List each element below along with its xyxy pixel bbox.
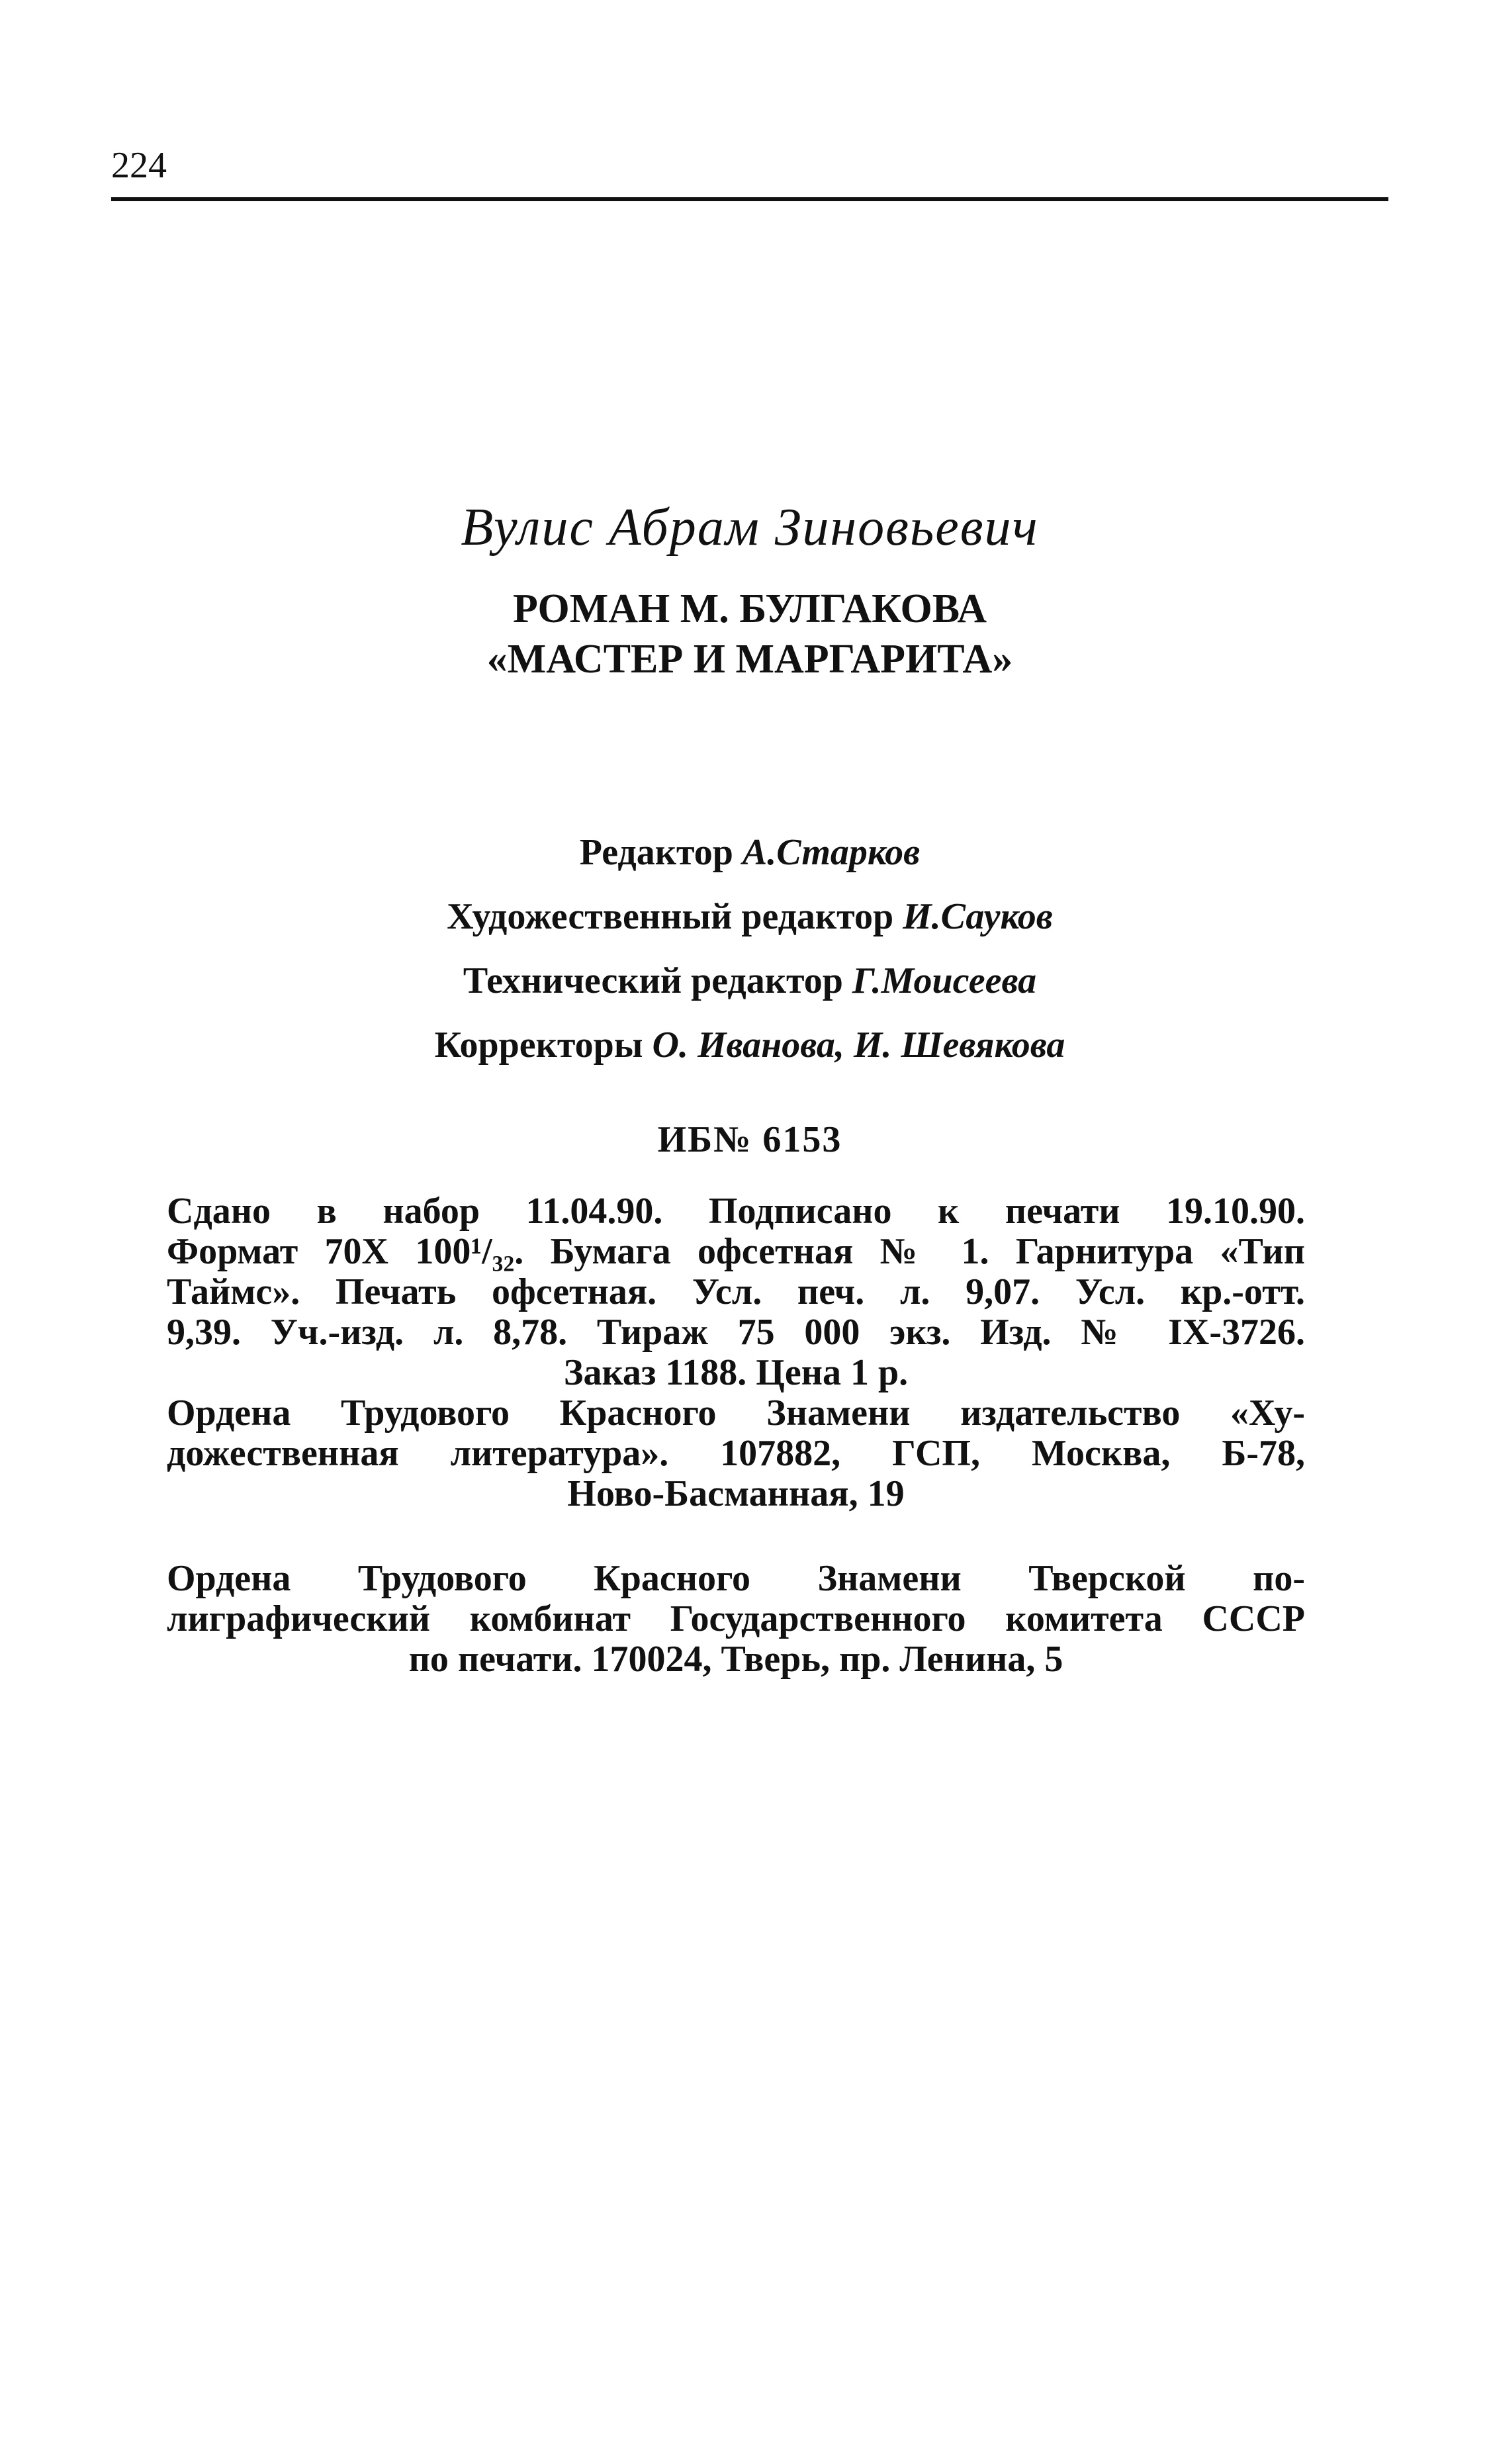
imprint-line: Ордена Трудового Красного Знамени издательство «Ху- [167, 1392, 1305, 1434]
credit-person: Г.Моисеева [852, 960, 1037, 1001]
credit-technical-editor [111, 949, 1388, 1013]
printer-line: Ордена Трудового Красного Знамени Тверской по- [167, 1558, 1305, 1599]
credit-role: Художественный редактор [447, 896, 894, 937]
book-title-line: РОМАН М. БУЛГАКОВА [513, 586, 987, 631]
page-number: 224 [111, 145, 167, 186]
credit-editor [111, 821, 1388, 885]
credit-proofreaders [111, 1013, 1388, 1077]
imprint-line: Формат 70Х 100¹/₃₂. Бумага офсетная № 1. Гарнитура «Тип [167, 1231, 1305, 1272]
printer-line: лиграфический комбинат Государственного комитета СССР [167, 1598, 1305, 1639]
book-title [111, 584, 1388, 684]
author-name: Вулис Абрам Зиновьевич [461, 498, 1039, 557]
imprint-line: 9,39. Уч.-изд. л. 8,78. Тираж 75 000 экз. Изд. № IX-3726. [167, 1312, 1305, 1353]
imprint-line: Сдано в набор 11.04.90. Подписано к печати 19.10.90. [167, 1191, 1305, 1232]
ibn-number: ИБ№ 6153 [657, 1119, 842, 1160]
credit-role: Технический редактор [463, 960, 843, 1001]
credit-role: Корректоры [434, 1025, 643, 1066]
book-title-line: «МАСТЕР И МАРГАРИТА» [486, 637, 1013, 682]
printer-line: по печати. 170024, Тверь, пр. Ленина, 5 [408, 1639, 1063, 1680]
imprint-line: дожественная литература». 107882, ГСП, Москва, Б-78, [167, 1433, 1305, 1474]
credit-person: И.Сауков [903, 896, 1053, 937]
imprint-line: Таймс». Печать офсетная. Усл. печ. л. 9,07. Усл. кр.-отт. [167, 1271, 1305, 1312]
imprint-line: Ново-Басманная, 19 [567, 1473, 905, 1514]
printer-imprint [167, 1559, 1305, 1680]
imprint-line: Заказ 1188. Цена 1 р. [563, 1352, 909, 1393]
credit-role: Редактор [579, 832, 733, 873]
publication-imprint [167, 1191, 1305, 1514]
credits-list [111, 821, 1388, 1077]
credit-person: О. Иванова, И. Шевякова [652, 1025, 1065, 1066]
header-rule [111, 197, 1388, 201]
credit-art-editor [111, 885, 1388, 949]
credit-person: А.Старков [742, 832, 921, 873]
